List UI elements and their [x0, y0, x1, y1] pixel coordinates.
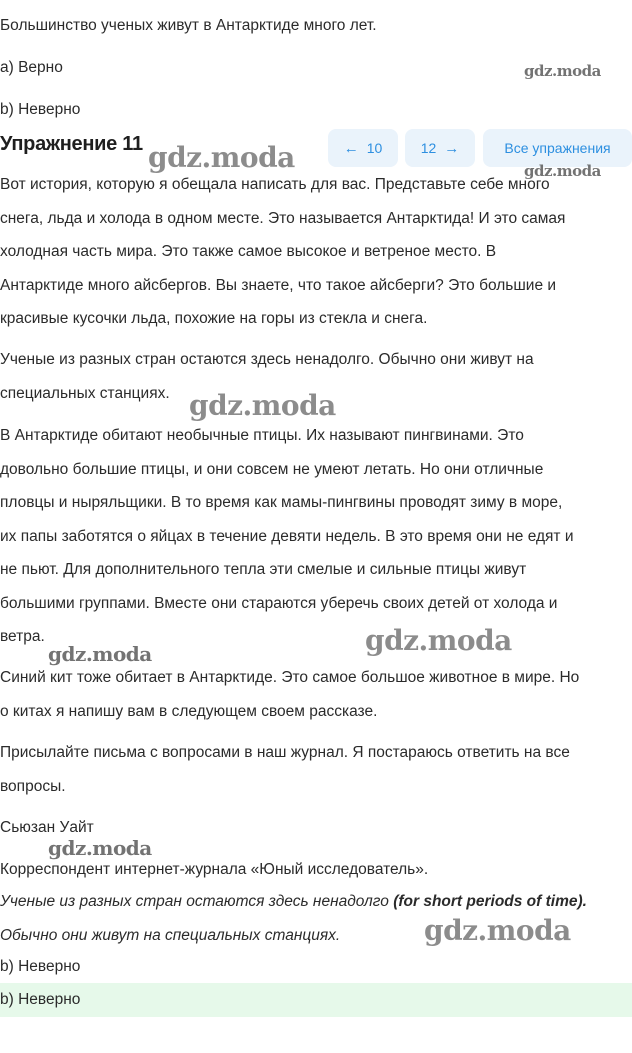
next-exercise-button[interactable]	[405, 129, 475, 167]
arrow-right-icon: →	[444, 139, 460, 157]
text-line: Синий кит тоже обитает в Антарктиде. Это самое большое животное в мире. Но	[0, 669, 580, 686]
explanation-line-1	[0, 893, 587, 911]
signature-role: Корреспондент интернет-журнала «Юный исследователь».	[0, 861, 429, 878]
text-line: Вот история, которую я обещала написать для вас. Представьте себе много	[0, 176, 550, 193]
text-line: Антарктиде много айсбергов. Вы знаете, что такое айсберги? Это большие и	[0, 276, 557, 294]
watermark-logo: gdz.moda	[365, 624, 512, 657]
signature-name: Сьюзан Уайт	[0, 819, 94, 836]
watermark-logo: gdz.moda	[524, 62, 601, 80]
exercise-title: Упражнение 11	[0, 133, 143, 155]
explanation-text: Ученые из разных стран остаются здесь ненадолго	[0, 893, 394, 910]
text-line: ветра.	[0, 628, 45, 645]
watermark-logo: gdz.moda	[48, 836, 152, 860]
next-exercise-label: 12	[420, 140, 437, 156]
text-line: холодная часть мира. Это также самое высокое и ветреное место. В	[0, 243, 497, 260]
question-statement: Большинство ученых живут в Антарктиде много лет.	[0, 17, 377, 34]
answer-option-b[interactable]: b) Неверно	[0, 958, 81, 975]
story-paragraph-1	[0, 168, 632, 336]
watermark-logo: gdz.moda	[524, 162, 601, 180]
text-line: снега, льда и холода в одном месте. Это называется Антарктида! И это самая	[0, 209, 566, 227]
correct-answer-highlight	[0, 983, 632, 1017]
watermark-logo: gdz.moda	[424, 914, 571, 947]
story-paragraph-3	[0, 419, 632, 654]
explanation-line-2: Обычно они живут на специальных станциях.	[0, 927, 341, 944]
option-b[interactable]: b) Неверно	[0, 101, 81, 118]
arrow-left-icon: ←	[343, 139, 359, 157]
text-line: пловцы и ныряльщики. В то время как мамы-пингвины проводят зиму в море,	[0, 494, 563, 511]
text-line: Ученые из разных стран остаются здесь ненадолго. Обычно они живут на	[0, 351, 534, 368]
story-paragraph-5	[0, 736, 632, 803]
watermark-logo: gdz.moda	[189, 389, 336, 422]
story-paragraph-4	[0, 661, 632, 728]
text-line: довольно большие птицы, и они совсем не умеют летать. Но они отличные	[0, 460, 544, 478]
text-line: В Антарктиде обитают необычные птицы. Их называют пингвинами. Это	[0, 427, 524, 444]
text-line: специальных станциях.	[0, 384, 170, 402]
watermark-logo: gdz.moda	[48, 642, 152, 666]
text-line: большими группами. Вместе они стараются уберечь своих детей от холода и	[0, 594, 558, 612]
text-line: вопросы.	[0, 777, 66, 795]
text-line: не пьют. Для дополнительного тепла эти смелые и сильные птицы живут	[0, 561, 527, 578]
text-line: их папы заботятся о яйцах в течение девяти недель. В это время они не едят и	[0, 527, 574, 545]
correct-answer-label: b) Неверно	[0, 991, 81, 1008]
option-a[interactable]: a) Верно	[0, 59, 63, 76]
text-line: Присылайте письма с вопросами в наш журнал. Я постараюсь ответить на все	[0, 744, 570, 761]
explanation-translation: (for short periods of time).	[393, 893, 587, 910]
text-line: красивые кусочки льда, похожие на горы из стекла и снега.	[0, 310, 428, 327]
prev-exercise-button[interactable]	[328, 129, 398, 167]
text-line: о китах я напишу вам в следующем своем рассказе.	[0, 702, 378, 720]
prev-exercise-label: 10	[366, 140, 383, 156]
all-exercises-label: Все упражнения	[504, 140, 611, 156]
watermark-logo: gdz.moda	[148, 141, 295, 174]
